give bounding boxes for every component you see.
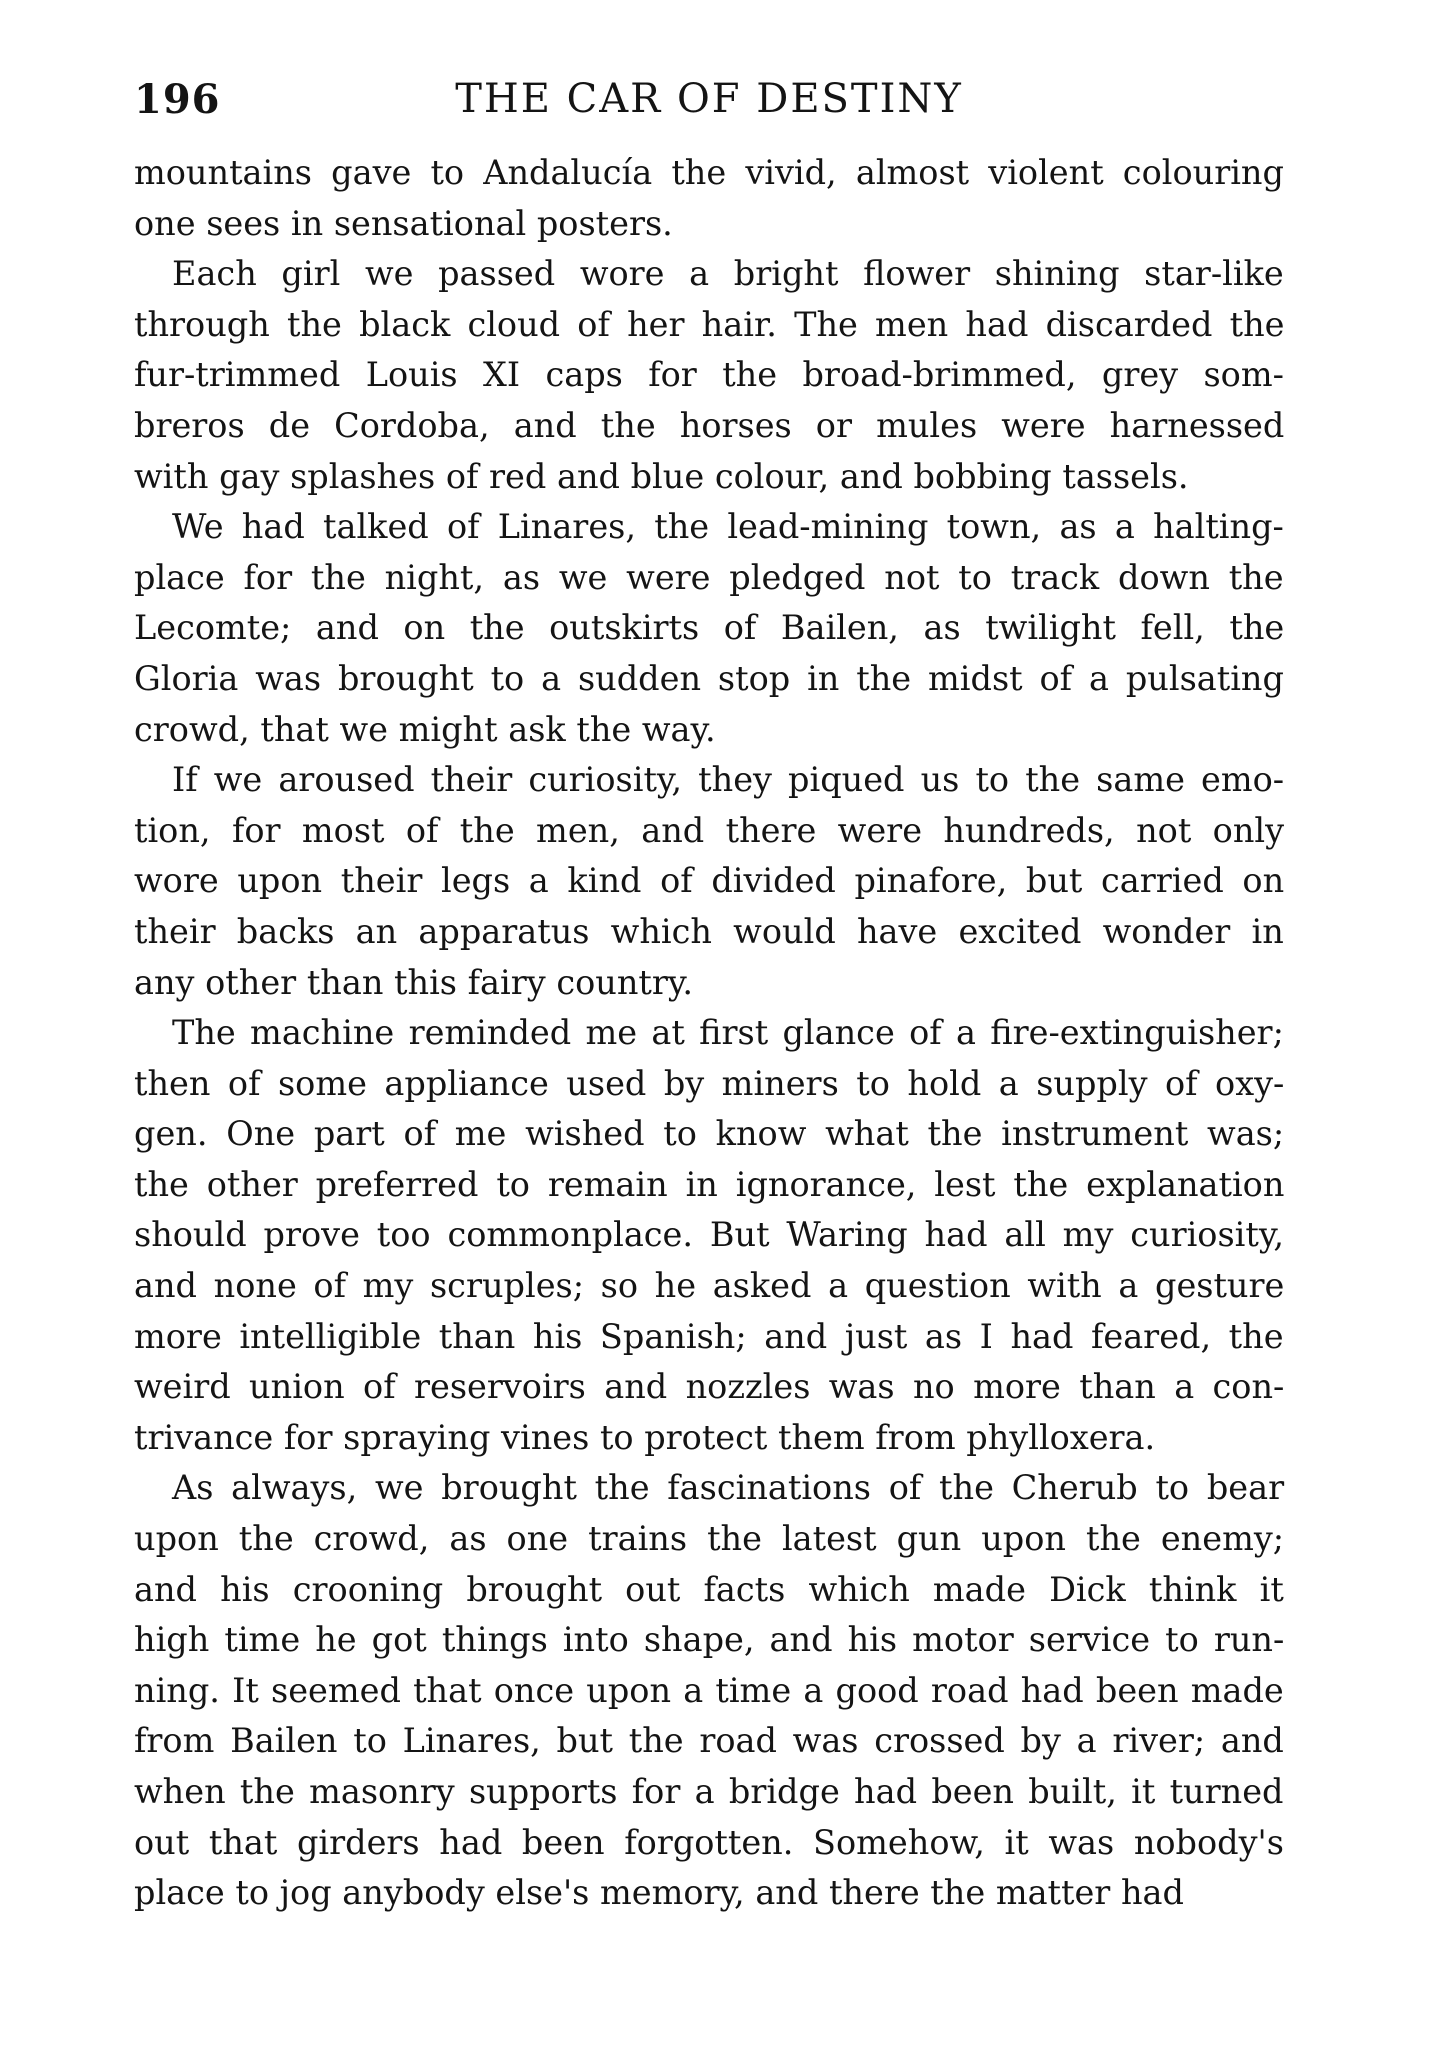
- text-line: Gloria was brought to a sudden stop in the midst of a pulsating: [134, 658, 1284, 698]
- text-line: gen. One part of me wished to know what the instrument was;: [134, 1114, 1285, 1154]
- body-text: [134, 148, 1284, 1919]
- text-line: mountains gave to Andalucía the vivid, almost violent colouring: [134, 153, 1284, 192]
- paragraph-3: [134, 502, 1284, 755]
- running-head: [134, 76, 1284, 136]
- paragraph-1: [134, 148, 1284, 249]
- text-line: crowd, that we might ask the way.: [134, 709, 716, 749]
- text-line: trivance for spraying vines to protect them from phylloxera.: [134, 1417, 1156, 1457]
- paragraph-2: [134, 249, 1284, 502]
- text-line: with gay splashes of red and blue colour, and bobbing tassels.: [134, 456, 1189, 496]
- text-line: weird union of reservoirs and nozzles was no more than a con-: [134, 1367, 1285, 1407]
- text-line: place to jog anybody else's memory, and there the matter had: [134, 1873, 1184, 1913]
- text-line: tion, for most of the men, and there were hundreds, not only: [134, 810, 1285, 850]
- text-line: Lecomte; and on the outskirts of Bailen, as twilight fell, the: [134, 608, 1285, 648]
- paragraph-6: [134, 1463, 1284, 1918]
- text-line: ning. It seemed that once upon a time a good road had been made: [134, 1670, 1284, 1710]
- text-line: fur-trimmed Louis XI caps for the broad-brimmed, grey som-: [134, 355, 1284, 395]
- text-line: and his crooning brought out facts which made Dick think it: [134, 1569, 1284, 1609]
- text-line: one sees in sensational posters.: [134, 203, 673, 243]
- page-number: 196: [134, 76, 221, 123]
- paragraph-4: [134, 755, 1284, 1008]
- text-line: and none of my scruples; so he asked a question with a gesture: [134, 1266, 1285, 1306]
- text-line: upon the crowd, as one trains the latest gun upon the enemy;: [134, 1519, 1285, 1559]
- text-line: more intelligible than his Spanish; and just as I had feared, the: [134, 1316, 1284, 1356]
- text-line: then of some appliance used by miners to hold a supply of oxy-: [134, 1063, 1285, 1103]
- text-line: breros de Cordoba, and the horses or mules were harnessed: [134, 405, 1285, 445]
- text-line: If we aroused their curiosity, they piqued us to the same emo-: [172, 760, 1285, 800]
- text-line: the other preferred to remain in ignorance, lest the explanation: [134, 1164, 1285, 1204]
- text-line: any other than this fairy country.: [134, 962, 693, 1002]
- running-title: THE CAR OF DESTINY: [455, 76, 963, 122]
- text-line: The machine reminded me at first glance of a fire-extinguisher;: [172, 1013, 1284, 1053]
- text-line: should prove too commonplace. But Waring had all my curiosity,: [134, 1215, 1284, 1255]
- text-line: place for the night, as we were pledged not to track down the: [134, 557, 1284, 597]
- text-line: wore upon their legs a kind of divided pinafore, but carried on: [134, 861, 1285, 901]
- text-line: high time he got things into shape, and his motor service to run-: [134, 1620, 1285, 1660]
- paragraph-5: [134, 1008, 1284, 1463]
- text-line: As always, we brought the fascinations of the Cherub to bear: [172, 1468, 1285, 1508]
- text-line: out that girders had been forgotten. Somehow, it was nobody's: [134, 1822, 1284, 1862]
- text-line: through the black cloud of her hair. The men had discarded the: [134, 304, 1285, 344]
- text-line: their backs an apparatus which would have excited wonder in: [134, 911, 1284, 951]
- text-line: We had talked of Linares, the lead-mining town, as a halting-: [172, 507, 1284, 547]
- text-line: Each girl we passed wore a bright flower shining star-like: [172, 254, 1284, 294]
- text-line: from Bailen to Linares, but the road was crossed by a river; and: [134, 1721, 1284, 1761]
- text-line: when the masonry supports for a bridge had been built, it turned: [134, 1772, 1284, 1811]
